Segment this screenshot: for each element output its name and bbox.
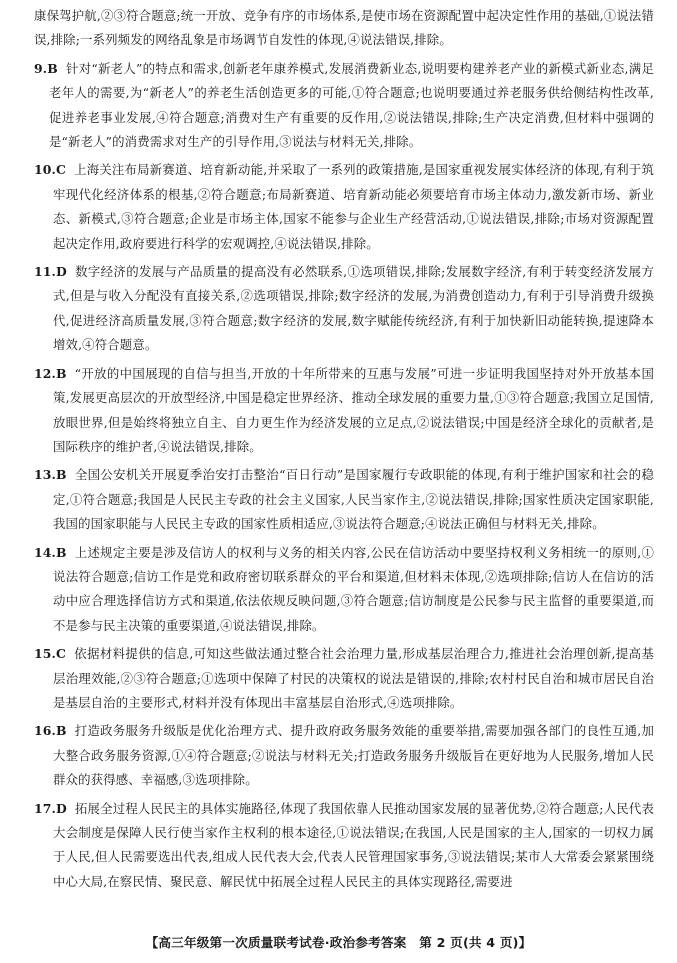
page-footer: 【高三年级第一次质量联考试卷·政治参考答案 第 2 页(共 4 页)】 [145, 935, 532, 950]
answer-explanation: 上述规定主要是涉及信访人的权利与义务的相关内容,公民在信访活动中要坚持权利义务相统一的原则,①说法符合题意;信访工作是党和政府密切联系群众的平台和渠道,但材料未体现,②选项排除;信访人在信访的活动中应合理选择信访方式和渠道,依法依规反映问题,③符合题意;信访制度是公民参与民主监督的重要渠道,而不是参与民主决策的重要渠道,④说法错误,排除。 [53, 544, 654, 633]
answer-letter: D [56, 264, 67, 280]
answer-item-15 [34, 642, 654, 715]
answer-explanation: 上海关注布局新赛道、培育新动能,并采取了一系列的政策措施,是国家重视发展实体经济的体现,有利于筑牢现代化经济体系的根基,②符合题意;布局新赛道、培育新动能必须要培育市场主体动力,激发新市场、新业态、新模式,③符合题意;企业是市场主体,国家不能参与企业生产经营活动,①说法错误,排除;市场对资源配置起决定作用,政府要进行科学的宏观调控,④说法错误,排除。 [53, 162, 654, 251]
answer-explanation: “开放的中国展现的自信与担当,开放的十年所带来的互惠与发展”可进一步证明我国坚持对外开放基本国策,发展更高层次的开放型经济,中国是稳定世界经济、推动全球发展的重要力量,①③符合题意;我国立足国情,放眼世界,但是始终将独立自主、自力更生作为经济发展的立足点,②说法错误;中国是经济全球化的贡献者,是国际秩序的维护者,④说法错误,排除。 [53, 365, 654, 454]
intro-text: 康保驾护航,②③符合题意;统一开放、竞争有序的市场体系,是使市场在资源配置中起决定性作用的基础,①说法错误,排除;一系列频发的网络乱象是市场调节自发性的体现,④说法错误,排除。 [34, 8, 654, 48]
answer-letter: B [56, 723, 67, 739]
question-number: 9. [34, 60, 48, 76]
answer-item-12 [34, 362, 654, 460]
answer-letter: C [56, 162, 67, 178]
answer-letter: B [47, 60, 58, 76]
answer-letter: C [56, 646, 67, 662]
answer-explanation: 打造政务服务升级版是优化治理方式、提升政府政务服务效能的重要举措,需要加强各部门的良性互通,加大整合政务服务资源,①④符合题意;②说法与材料无关;打造政务服务升级版旨在更好地为人民服务,增加人民群众的获得感、幸福感,③选项排除。 [53, 723, 654, 788]
answer-letter: B [56, 544, 67, 560]
answer-explanation: 依据材料提供的信息,可知这些做法通过整合社会治理力量,形成基层治理合力,推进社会治理创新,提高基层治理效能,②③符合题意;①选项中保障了村民的决策权的说法是错误的,排除;农村村民自治和城市居民自治是基层自治的主要形式,材料并没有体现出丰富基层自治形式,④选项排除。 [53, 646, 654, 710]
answer-letter: B [56, 467, 67, 483]
answer-item-16 [34, 719, 654, 792]
question-number: 16. [34, 723, 57, 739]
answer-body [34, 4, 654, 898]
answer-explanation: 全国公安机关开展夏季治安打击整治“百日行动”是国家履行专政职能的体现,有利于维护国家和社会的稳定,①符合题意;我国是人民民主专政的社会主义国家,人民当家作主,②说法错误,排除;国家性质决定国家职能,我国的国家职能与人民民主专政的国家性质相适应,③说法符合题意;④说法正确但与材料无关,排除。 [53, 467, 654, 532]
answer-item-17 [34, 797, 654, 895]
answer-explanation: 针对“新老人”的特点和需求,创新老年康养模式,发展消费新业态,说明要构建养老产业的新模式新业态,满足老年人的需要,为“新老人”的养老生活创造更多的可能,①符合题意;也说明要通过养老服务供给侧结构性改革,促进养老事业发展,④符合题意;消费对生产有重要的反作用,②说法错误,排除;生产决定消费,但材料中强调的是“新老人”的消费需求对生产的引导作用,③说法与材料无关,排除。 [49, 60, 654, 150]
answer-item-9 [34, 57, 654, 155]
question-number: 14. [34, 544, 57, 560]
question-number: 12. [34, 365, 57, 381]
answer-explanation: 数字经济的发展与产品质量的提高没有必然联系,①选项错误,排除;发展数字经济,有利于转变经济发展方式,但是与收入分配没有直接关系,②选项错误,排除;数字经济的发展,为消费创造动力,有利于引导消费升级换代,促进经济高质量发展,③符合题意;数字经济的发展,数字赋能传统经济,有利于加快新旧动能转换,提速降本增效,④符合题意。 [53, 264, 654, 353]
answer-item-11 [34, 260, 654, 358]
question-number: 17. [34, 800, 57, 816]
intro-paragraph [34, 4, 654, 53]
answer-item-10 [34, 158, 654, 256]
answer-letter: B [56, 365, 67, 381]
question-number: 13. [34, 467, 57, 483]
answer-item-14 [34, 541, 654, 639]
question-number: 11. [34, 264, 57, 280]
answer-letter: D [56, 800, 67, 816]
answer-item-13 [34, 463, 654, 536]
question-number: 15. [34, 646, 57, 662]
answer-explanation: 拓展全过程人民民主的具体实施路径,体现了我国依靠人民推动国家发展的显著优势,②符合题意;人民代表大会制度是保障人民行使当家作主权利的根本途径,①说法错误;在我国,人民是国家的主人,国家的一切权力属于人民,但人民需要选出代表,组成人民代表大会,代表人民管理国家事务,③说法错误;某市人大常委会紧紧围绕中心大局,在察民情、聚民意、解民忧中拓展全过程人民民主的具体实现路径,需要进 [53, 800, 654, 889]
question-number: 10. [34, 162, 57, 178]
